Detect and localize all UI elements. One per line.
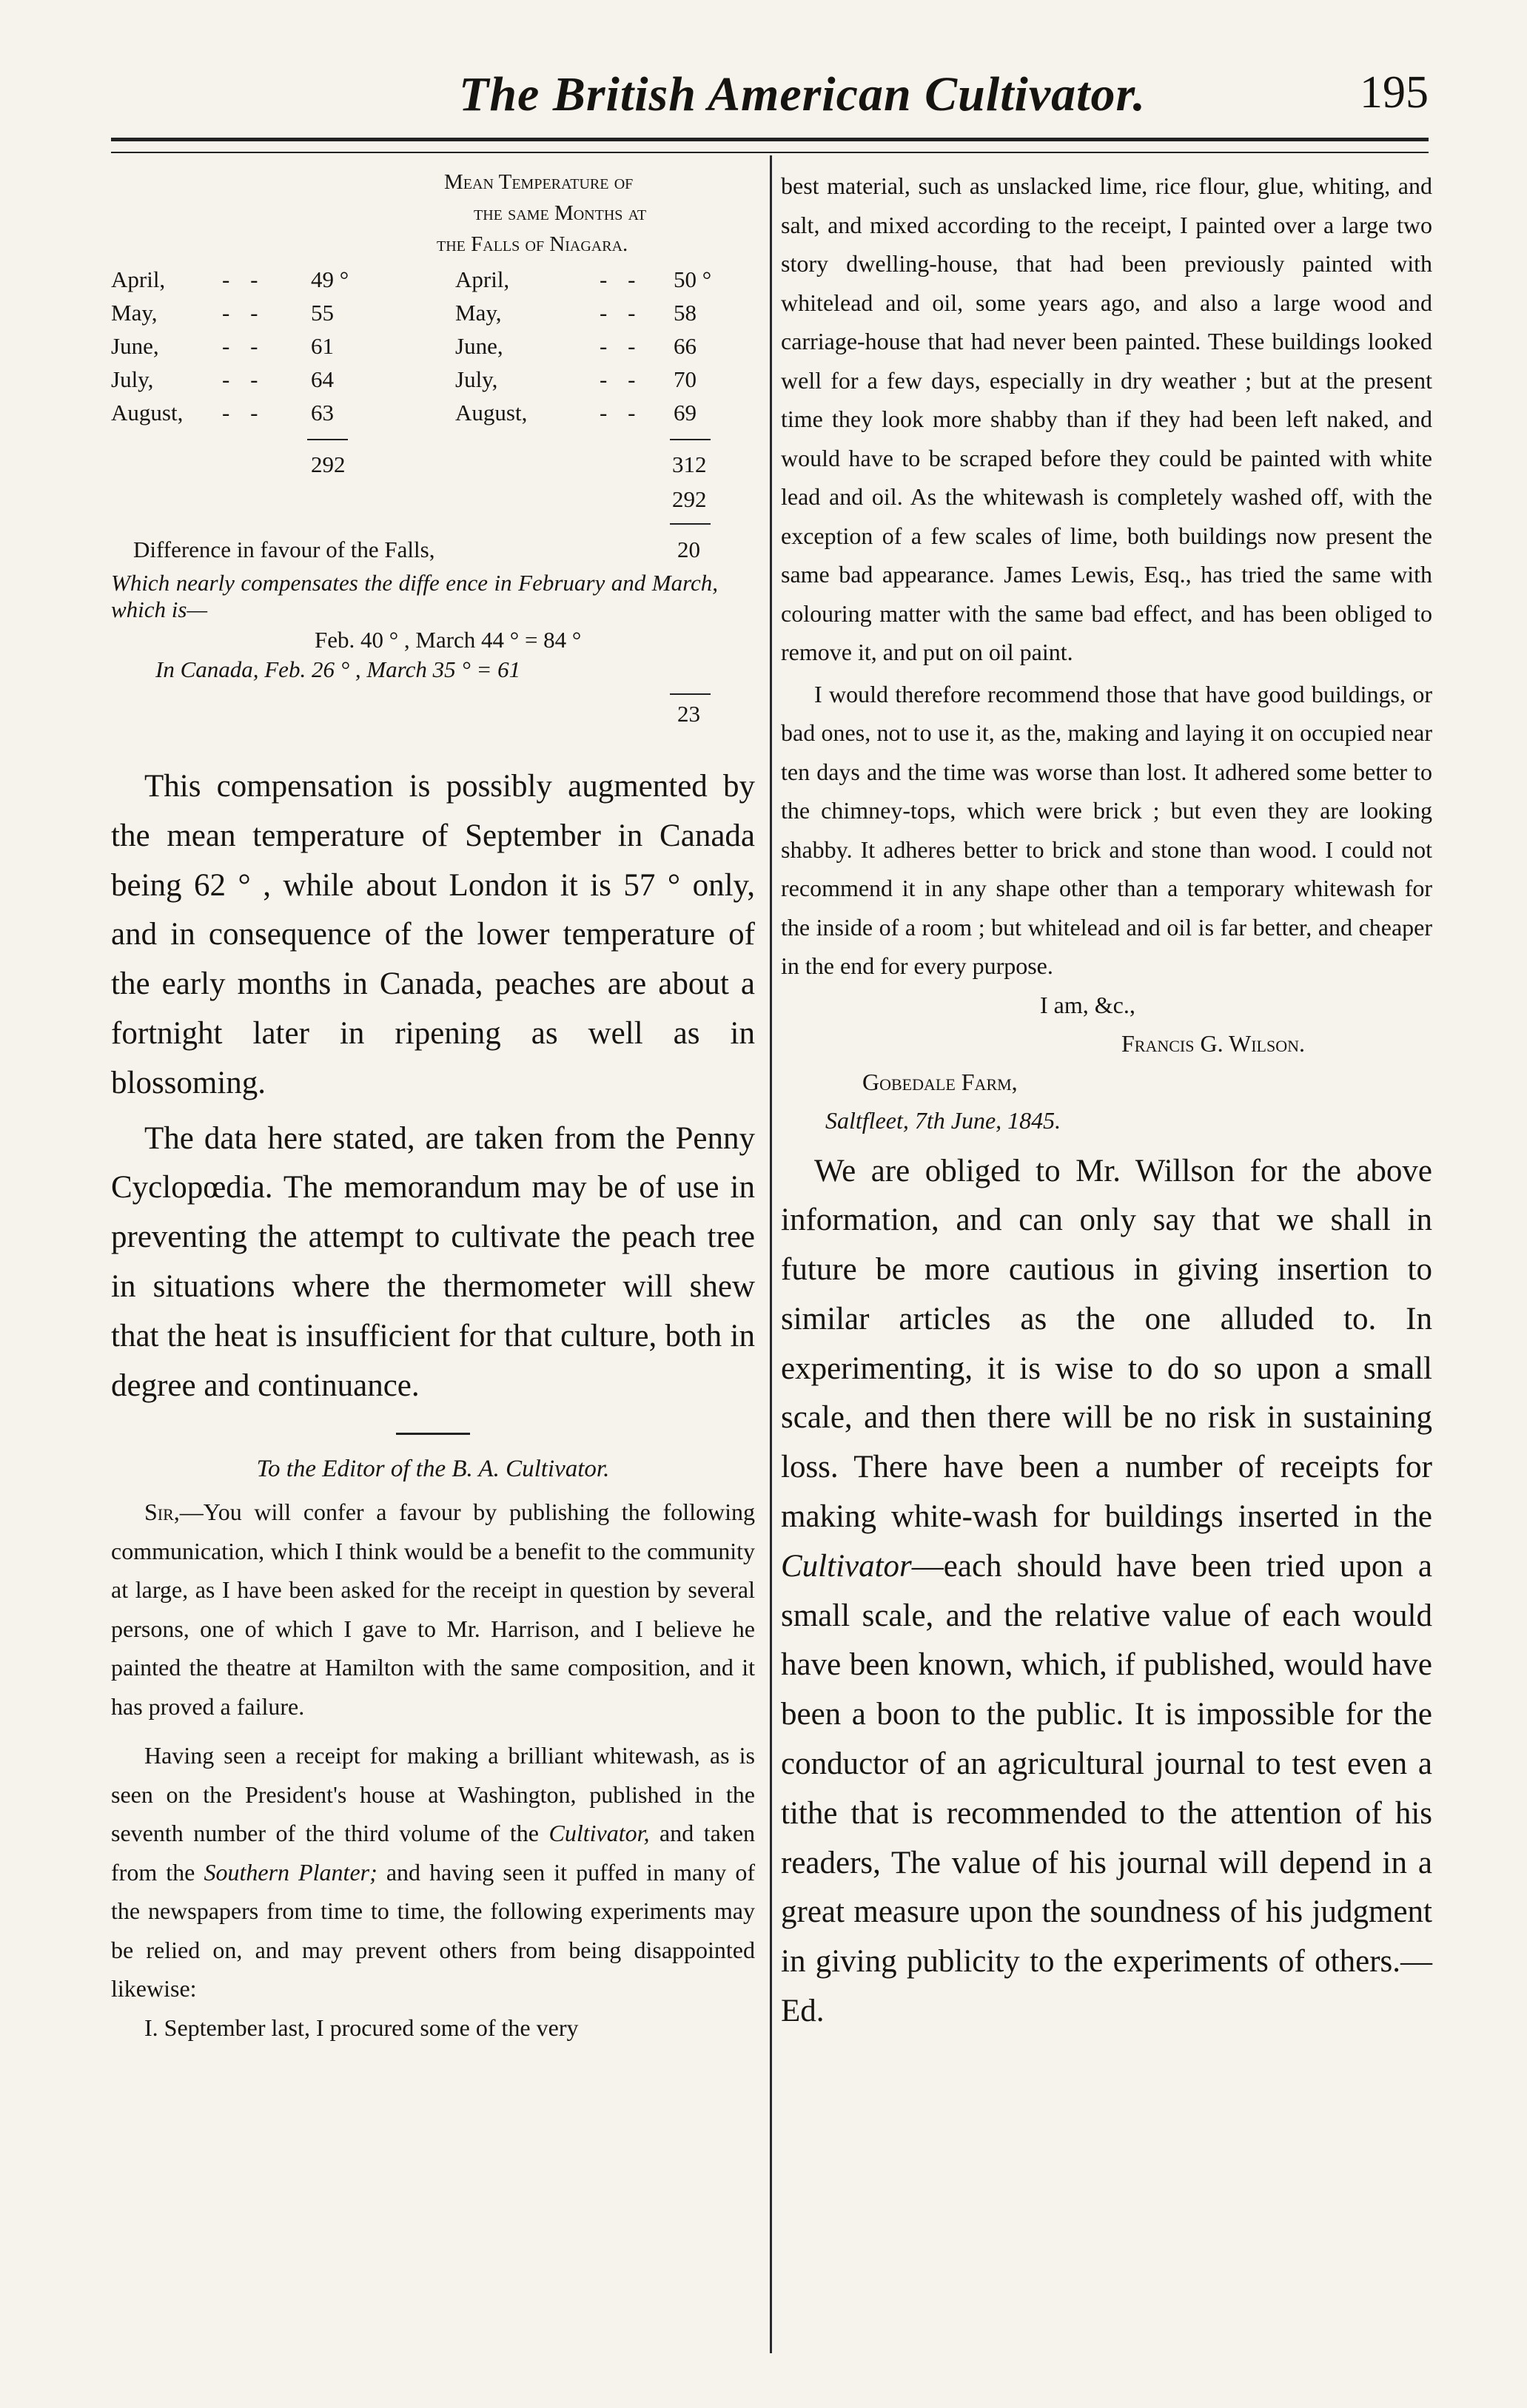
signature-name: Francis G. Wilson. — [1121, 1029, 1305, 1057]
final-value: 23 — [677, 701, 700, 727]
table-heading-line: the Falls of Niagara. — [437, 232, 628, 256]
paragraph: best material, such as unslacked lime, rice flour, glue, whiting, and salt, and mixed according to the receipt, I painted over a large two story dwelling-house, that had been previously painted with whitelead and oil, some years ago, and also a large wood and carriage-house that had never been painted. These buildings looked well for a few days, especially in dry weather ; but at the present time they look more shabby than if they had been left naked, and would have to be scraped before they could be painted with white lead and oil. As the whitewash is completely washed off, with the exception of a few scales of lime, both buildings now present the same bad appearance. James Lewis, Esq., has tried the same with colouring matter with the same bad effect, and has been obliged to remove it, and put on oil paint. — [781, 172, 1432, 665]
month-right: June, — [455, 333, 503, 359]
value-right: 58 — [674, 300, 697, 326]
section-divider — [396, 1433, 470, 1435]
salutation: Sir, — [144, 1499, 180, 1526]
month-right: April, — [455, 266, 510, 292]
value-left: 64 — [311, 366, 334, 392]
letter-body — [111, 1493, 755, 2047]
signature-closing: I am, &c., — [1040, 991, 1135, 1018]
month-left: April, — [111, 266, 166, 292]
paragraph-text: We are obliged to Mr. Willson for the above information, and can only say that we shall in future be more cautious in giving insertion to similar articles as the one alluded to. In experimenting, it is wise to do so upon a small scale, and then there will be no risk in sustaining loss. There have been a number of receipts for making white-wash for buildings inserted in the — [781, 1153, 1432, 1535]
value-right: 69 — [674, 400, 697, 426]
month-left: May, — [111, 300, 158, 326]
dashes: - - — [600, 366, 643, 392]
paragraph — [111, 1736, 755, 2008]
running-title: The British American Cultivator. — [459, 67, 1147, 121]
paragraph: The data here stated, are taken from the Penny Cyclopœdia. The memorandum may be of use in preventing the attempt to cultivate the peach tree in situations where the thermometer will shew that the heat is insufficient for that culture, both in degree and continuance. — [111, 1120, 755, 1403]
feb-march-line: Feb. 40 ° , March 44 ° = 84 ° — [315, 627, 582, 653]
compensation-text: Which nearly compensates the diffe ence in February and March, which is— — [111, 570, 718, 622]
value-left: 49 ° — [311, 266, 349, 292]
paragraph-text: and having seen it puffed in many of the newspapers from time to time, the following experiments may be relied on, and may prevent others from being disappointed likewise: — [111, 1858, 756, 2002]
editor-note — [781, 1147, 1432, 2037]
dashes: - - — [600, 300, 643, 326]
signature-date: Saltfleet, 7th June, 1845. — [825, 1106, 1061, 1134]
table-heading — [437, 167, 762, 260]
paragraph-text: Cultivator, — [548, 1820, 650, 1847]
right-subtract: 292 — [672, 486, 707, 512]
paragraph — [781, 1147, 1432, 2037]
paragraph-text: —You will confer a favour by publishing the following communication, which I think would be a benefit to the community at large, as I have been asked for the receipt in question by several persons, one of which I gave to Mr. Harrison, and I believe he painted the theatre at Hamilton with the same composition, and it has proved a failure. — [111, 1499, 755, 1720]
dashes: - - — [222, 266, 266, 292]
letter-heading: To the Editor of the B. A. Cultivator. — [256, 1456, 610, 1483]
signature-place: Gobedale Farm, — [862, 1068, 1018, 1095]
header-rule — [111, 138, 1429, 153]
dashes: - - — [600, 400, 643, 426]
paragraph: I would therefore recommend those that have good buildings, or bad ones, not to use it, as the, making and laying it on occupied near ten days and the time was worse than lost. It adhered some better to the chimney-tops, which were brick ; but even they are looking shabby. It adheres better to brick and stone than wood. I could not recommend it in any shape other than a temporary whitewash for the inside of a room ; but whitelead and oil is far better, and cheaper in the end for every purpose. — [781, 680, 1432, 979]
page-number: 195 — [1360, 67, 1429, 118]
column-divider — [770, 155, 772, 2353]
table-heading-line: the same Months at — [474, 201, 647, 225]
sum-rule — [670, 693, 711, 695]
value-left: 55 — [311, 300, 334, 326]
sum-rule — [670, 523, 711, 525]
left-column — [111, 167, 755, 2047]
temperature-table — [111, 167, 755, 729]
paragraph — [111, 1493, 755, 1726]
table-row — [111, 333, 755, 366]
paragraph-text: Having seen a receipt for making a brilliant whitewash, as is seen on the President's house at Washington, published in the seventh number of the third volume of the — [111, 1742, 755, 1847]
canada-line: In Canada, Feb. 26 ° , March 35 ° = 61 — [155, 656, 521, 682]
month-left: July, — [111, 366, 154, 392]
dashes: - - — [222, 333, 266, 359]
paragraph: This compensation is possibly augmented by the mean temperature of September in Canada being 62 ° , while about London it is 57 ° only, and in consequence of the lower temperature of the early months in Canada, peaches are about a fortnight later in ripening as well as in blossoming. — [111, 769, 755, 1100]
table-heading-line: Mean Temperature of — [444, 170, 634, 194]
table-row — [111, 400, 755, 432]
right-column — [781, 167, 1432, 2037]
table-row — [111, 366, 755, 399]
dashes: - - — [600, 333, 643, 359]
value-right: 66 — [674, 333, 697, 359]
month-right: May, — [455, 300, 502, 326]
paragraph-text: Southern Planter; — [204, 1858, 377, 1886]
table-row — [111, 266, 755, 299]
signature-block — [781, 986, 1432, 1140]
difference-value: 20 — [677, 537, 700, 562]
paragraph-text: —each should have been tried upon a small scale, and the relative value of each would have been known, which, if published, would have been a boon to the public. It is impossible for the conductor of an agricultural journal to test even a tithe that is recommended to the attention of his readers, The value of his journal will depend in a great measure upon the soundness of his judgment in giving publicity to the experiments of others.—Ed. — [781, 1548, 1432, 2029]
letter-continuation — [781, 167, 1432, 986]
month-right: August, — [455, 400, 528, 426]
paragraph-text: Cultivator — [781, 1548, 912, 1584]
dashes: - - — [222, 366, 266, 392]
value-right: 50 ° — [674, 266, 712, 292]
sum-rule — [307, 439, 348, 440]
month-left: August, — [111, 400, 184, 426]
month-right: July, — [455, 366, 498, 392]
value-left: 61 — [311, 333, 334, 359]
value-left: 63 — [311, 400, 334, 426]
dashes: - - — [222, 300, 266, 326]
article-body — [111, 762, 755, 1410]
left-total: 292 — [311, 451, 346, 477]
page-header — [111, 67, 1429, 126]
right-total: 312 — [672, 451, 707, 477]
sum-rule — [670, 439, 711, 440]
dashes: - - — [600, 266, 643, 292]
dashes: - - — [222, 400, 266, 426]
month-left: June, — [111, 333, 159, 359]
difference-text: Difference in favour of the Falls, — [133, 537, 435, 562]
value-right: 70 — [674, 366, 697, 392]
paragraph: I. September last, I procured some of the very — [144, 2014, 579, 2041]
table-row — [111, 300, 755, 332]
paragraph-text: and taken from the — [111, 1820, 756, 1886]
